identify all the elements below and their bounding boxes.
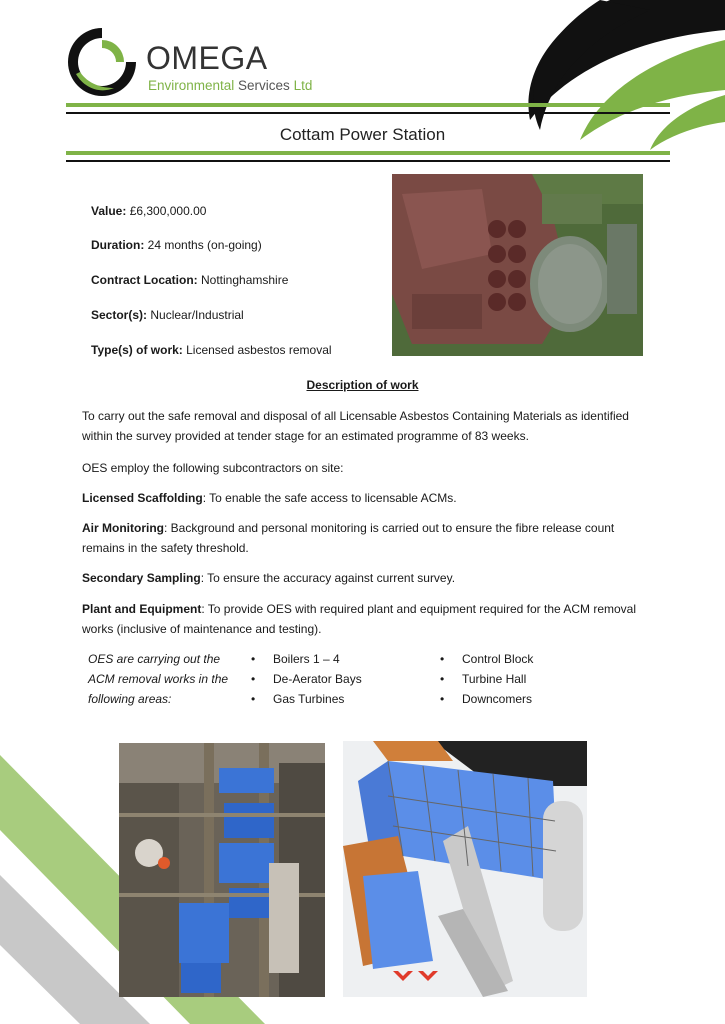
fact-text: £6,300,000.00	[126, 204, 207, 218]
header-rule-black-top	[66, 112, 670, 114]
subcontractor-air-monitoring	[82, 518, 642, 558]
subcontractor-label: Licensed Scaffolding	[82, 491, 203, 505]
subcontractor-label: Secondary Sampling	[82, 571, 201, 585]
brand-name: OMEGA	[146, 40, 268, 76]
subcontractor-text: : Background and personal monitoring is carried out to ensure the fibre release count remains in the safety threshold.	[82, 521, 615, 555]
fact-duration	[91, 238, 262, 252]
fact-label: Duration:	[91, 238, 145, 252]
subcontractor-label: Plant and Equipment	[82, 602, 202, 616]
fact-text: Licensed asbestos removal	[182, 343, 332, 357]
fact-label: Value:	[91, 204, 127, 218]
list-item: • Control Block	[440, 649, 533, 669]
aerial-site-photo	[392, 174, 643, 356]
areas-list-2	[440, 649, 533, 709]
subcontractor-text: : To ensure the accuracy against current survey.	[200, 571, 456, 585]
fact-label: Type(s) of work:	[91, 343, 183, 357]
company-logo	[62, 22, 322, 102]
tagline-part-2: Services	[238, 78, 294, 93]
fact-text: Nuclear/Industrial	[147, 308, 244, 322]
site-photo-interior	[119, 743, 325, 997]
fact-location	[91, 273, 288, 287]
subcontractor-plant	[82, 599, 642, 639]
areas-intro: OES are carrying out the ACM removal works in the following areas:	[88, 652, 229, 706]
subcontractor-sampling	[82, 568, 642, 588]
subcontractors-intro: OES employ the following subcontractors on site:	[82, 461, 344, 475]
subcontractor-label: Air Monitoring	[82, 521, 164, 535]
page-title: Cottam Power Station	[279, 125, 446, 144]
fact-value	[91, 204, 206, 218]
areas-list-1	[251, 649, 362, 709]
fact-text: 24 months (on-going)	[144, 238, 262, 252]
description-intro: To carry out the safe removal and disposal of all Licensable Asbestos Containing Materials as identified within the survey provided at tender stage for an estimated programme of 83 weeks.	[82, 409, 629, 443]
description-heading: Description of work	[306, 378, 419, 392]
subcontractor-text: : To provide OES with required plant and equipment required for the ACM removal works (inclusive of maintenance and testing).	[82, 602, 637, 636]
header-rule-black-bottom	[66, 160, 670, 162]
subcontractor-scaffolding	[82, 488, 642, 508]
omega-logo-icon	[62, 22, 142, 102]
tagline-part-3: Ltd	[293, 78, 313, 93]
list-item: • Boilers 1 – 4	[251, 649, 362, 669]
list-item: • Gas Turbines	[251, 689, 362, 709]
header-rule-green-top	[66, 103, 670, 107]
fact-label: Sector(s):	[91, 308, 148, 322]
list-item: • Downcomers	[440, 689, 533, 709]
list-item: • De-Aerator Bays	[251, 669, 362, 689]
brand-tagline	[148, 78, 312, 93]
fact-sectors	[91, 308, 244, 322]
fact-work-type	[91, 343, 332, 357]
subcontractor-text: : To enable the safe access to licensable ACMs.	[202, 491, 457, 505]
list-item: • Turbine Hall	[440, 669, 533, 689]
header-rule-green-bottom	[66, 151, 670, 155]
fact-label: Contract Location:	[91, 273, 198, 287]
fact-text: Nottinghamshire	[197, 273, 289, 287]
tagline-part-1: Environmental	[148, 78, 239, 93]
scaffolding-3d-render	[343, 741, 587, 997]
